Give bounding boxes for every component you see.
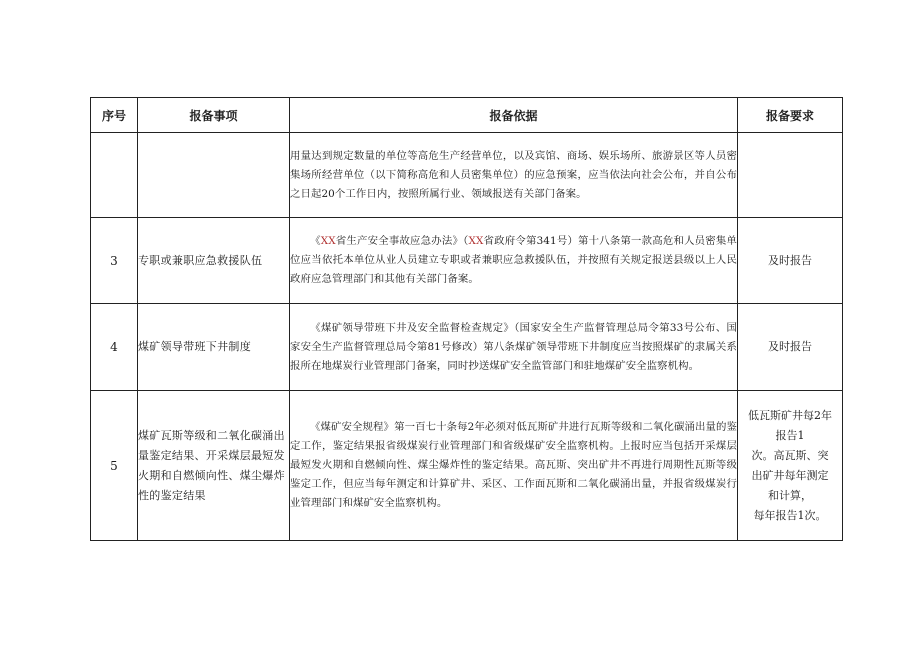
row-item: 煤矿瓦斯等级和二氧化碳涌出量鉴定结果、开采煤层最短发火期和自燃倾向性、煤尘爆炸性的鉴定结果 — [138, 391, 290, 541]
basis-placeholder: XX — [320, 235, 336, 247]
table-row — [91, 304, 843, 391]
table-row — [91, 133, 843, 218]
header-row — [91, 98, 843, 133]
row-num — [91, 133, 138, 218]
basis-text-pre: 《 — [310, 235, 321, 247]
row-item: 煤矿领导带班下井制度 — [138, 304, 290, 391]
row-num: 4 — [91, 304, 138, 391]
row-req — [738, 218, 843, 304]
table-row — [91, 391, 843, 541]
req-line: 低瓦斯矿井每2年 — [748, 408, 832, 422]
req-line: 出矿井每年测定 — [751, 468, 829, 482]
req-line: 及时报告 — [768, 340, 812, 353]
row-req — [738, 391, 843, 541]
row-req — [738, 133, 843, 218]
row-basis: 用量达到规定数量的单位等高危生产经营单位，以及宾馆、商场、娱乐场所、旅游景区等人员密集场所经营单位（以下简称高危和人员密集单位）的应急预案，应当依法向社会公布，并自公布之日起20个工作日内，按照所属行业、领域报送有关部门备案。 — [290, 133, 738, 218]
basis-text: 《煤矿领导带班下井及安全监督检查规定》（国家安全生产监督管理总局令第33号公布、国家安全生产监督管理总局令第81号修改）第八条煤矿领导带班下井制度应当按照煤矿的隶属关系报所在地煤炭行业管理部门备案，同时抄送煤矿安全监管部门和驻地煤矿安全监察机构。 — [290, 321, 737, 372]
req-line: 和计算， — [768, 488, 812, 502]
req-line: 及时报告 — [768, 253, 812, 267]
req-line: 报告1 — [775, 428, 805, 442]
basis-text-post: 省政府令第341号）第十八条第一款高危和人员密集单位应当依托本单位从业人员建立专职或者兼职应急救援队伍，并按照有关规定报送县级以上人民政府应急管理部门和其他有关部门备案。 — [290, 235, 737, 285]
header-basis: 报备依据 — [290, 98, 738, 133]
row-item — [138, 133, 290, 218]
basis-placeholder: XX — [468, 235, 484, 247]
header-item: 报备事项 — [138, 98, 290, 133]
header-req: 报备要求 — [738, 98, 843, 133]
req-line: 每年报告1次。 — [753, 508, 827, 522]
basis-text-mid: 省生产安全事故应急办法》（ — [335, 235, 469, 247]
row-basis — [290, 218, 738, 304]
row-item: 专职或兼职应急救援队伍 — [138, 218, 290, 304]
row-num: 3 — [91, 218, 138, 304]
row-req — [738, 304, 843, 391]
row-basis — [290, 391, 738, 541]
row-basis — [290, 304, 738, 391]
req-line: 次。高瓦斯、突 — [751, 448, 829, 462]
table-row — [91, 218, 843, 304]
basis-text: 《煤矿安全规程》第一百七十条每2年必须对低瓦斯矿井进行瓦斯等级和二氧化碳涌出量的鉴定工作，鉴定结果报省级煤炭行业管理部门和省级煤矿安全监察机构。上报时应当包括开采煤层最短发火期和自燃倾向性、煤尘爆炸性的鉴定结果。高瓦斯、突出矿井不再进行周期性瓦斯等级鉴定工作，但应当每年测定和计算矿井、采区、工作面瓦斯和二氧化碳涌出量，并报省级煤炭行业管理部门和煤矿安全监察机构。 — [290, 421, 737, 509]
row-num: 5 — [91, 391, 138, 541]
report-table — [90, 97, 843, 541]
header-num: 序号 — [91, 98, 138, 133]
